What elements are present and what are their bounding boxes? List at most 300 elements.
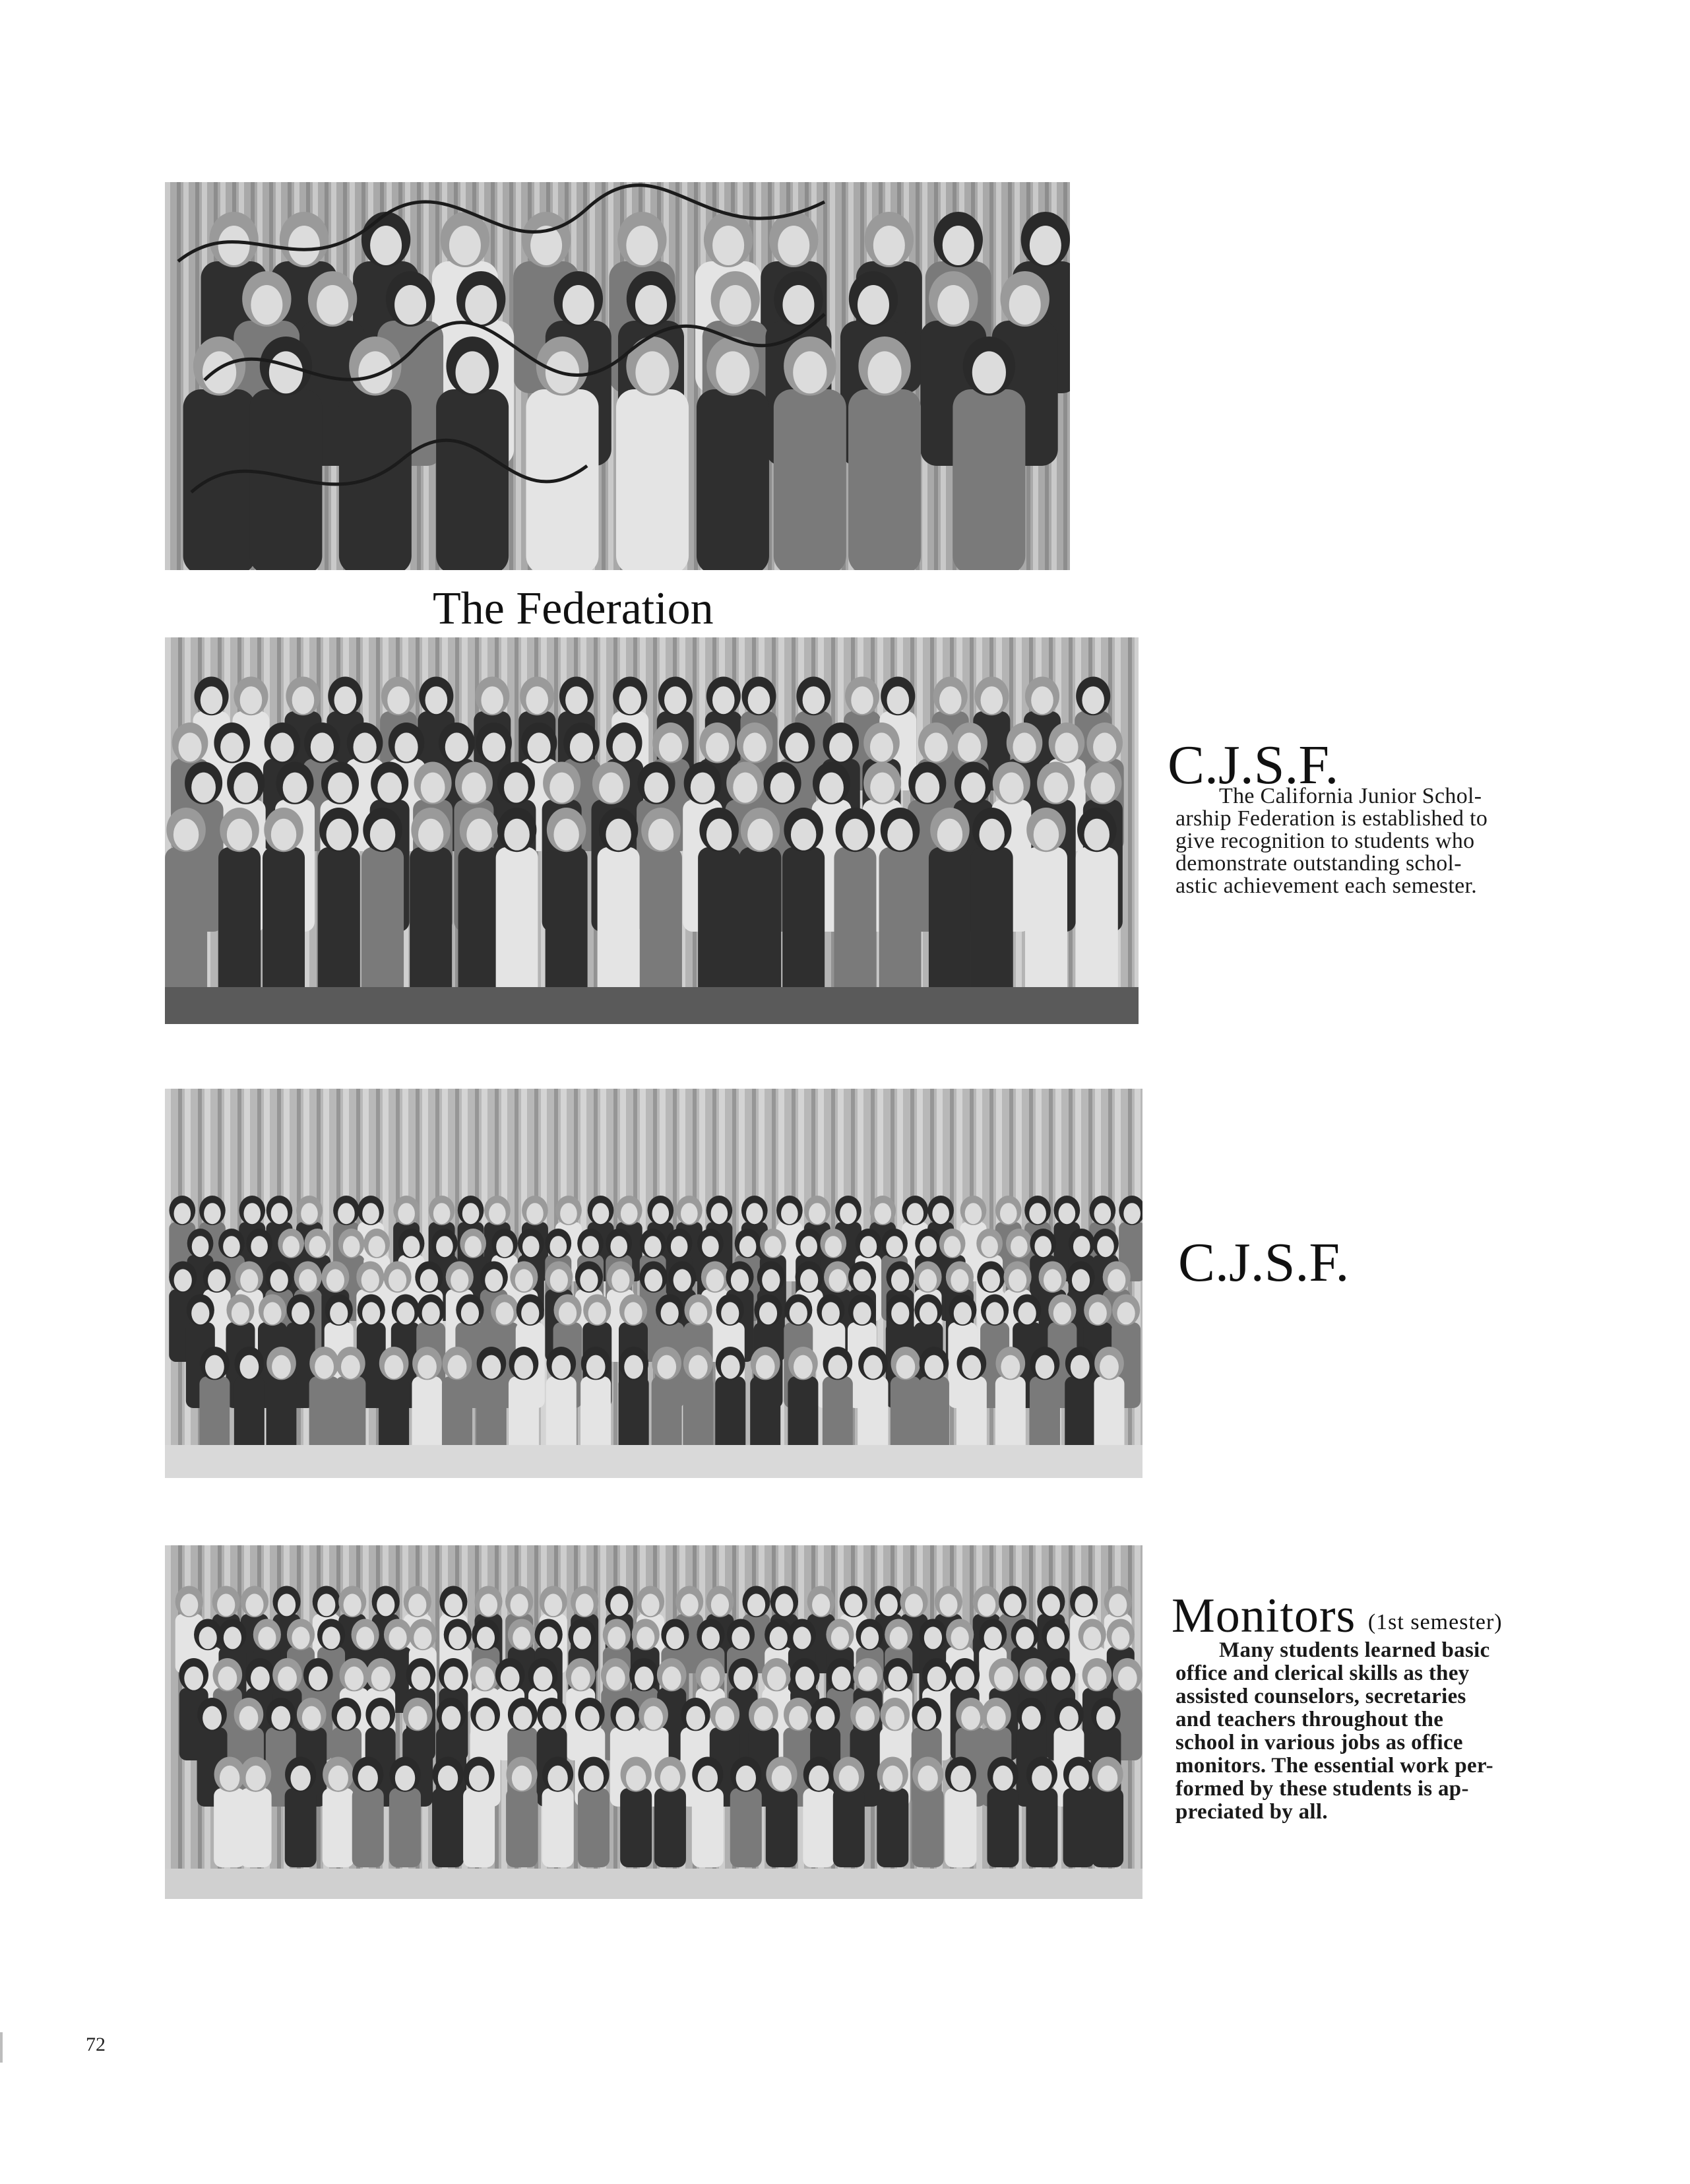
person-face (544, 1593, 562, 1616)
person-face (466, 819, 491, 851)
person-face (1096, 1706, 1115, 1730)
person-face (290, 1766, 310, 1791)
person-face (944, 1236, 961, 1257)
person-face (258, 1626, 276, 1649)
person-face (951, 1269, 968, 1291)
person-face (227, 819, 252, 851)
person-face (456, 351, 489, 393)
person-face (932, 1203, 949, 1224)
monitors-description-line: formed by these students is ap- (1175, 1777, 1469, 1801)
person-face (251, 1236, 268, 1257)
person-face (1082, 686, 1104, 714)
person-face (732, 1626, 749, 1649)
person-face (851, 686, 873, 714)
person-face (438, 1766, 458, 1791)
person-face (322, 1626, 340, 1649)
person-face (1117, 1302, 1135, 1324)
person-figure (442, 1376, 472, 1456)
person-face (832, 1667, 851, 1690)
person-face (408, 1593, 426, 1616)
person-face (972, 351, 1006, 393)
person-face (863, 1355, 883, 1379)
person-face (528, 732, 551, 761)
person-face (370, 226, 402, 265)
person-face (582, 1236, 599, 1257)
person-face (794, 1355, 813, 1379)
person-face (223, 1236, 240, 1257)
person-face (689, 1355, 708, 1379)
person-face (174, 1203, 191, 1224)
person-face (829, 732, 852, 761)
person-face (831, 1626, 849, 1649)
person-face (1075, 1593, 1093, 1616)
person-face (461, 1302, 479, 1324)
person-face (343, 1236, 360, 1257)
person-figure (1092, 1788, 1123, 1867)
person-face (515, 1269, 533, 1291)
person-face (731, 1269, 749, 1291)
person-face (511, 1593, 528, 1616)
person-face (664, 686, 687, 714)
person-figure (389, 1788, 421, 1867)
person-figure (578, 1788, 610, 1867)
person-figure (323, 1788, 354, 1867)
person-face (686, 1706, 705, 1730)
person-figure (730, 1788, 762, 1867)
person-face (937, 819, 962, 851)
person-figure (249, 389, 322, 570)
person-face (489, 1203, 506, 1224)
person-face (203, 351, 236, 393)
person-face (344, 1593, 361, 1616)
monitors-photo (165, 1545, 1142, 1899)
person-face (309, 1236, 326, 1257)
person-face (981, 1236, 998, 1257)
person-figure (432, 1788, 464, 1867)
person-face (661, 1302, 679, 1324)
cjsf-description-line: astic achievement each semester. (1175, 874, 1478, 898)
person-face (526, 686, 548, 714)
person-face (984, 1626, 1002, 1649)
person-figure (339, 389, 412, 570)
person-face (706, 1269, 724, 1291)
person-face (571, 1667, 590, 1690)
monitors-description-line: assisted counselors, secretaries (1175, 1685, 1466, 1708)
person-face (412, 1667, 431, 1690)
person-face (370, 819, 395, 851)
person-face (778, 226, 809, 265)
person-face (954, 1302, 972, 1324)
person-face (387, 686, 410, 714)
person-face (425, 686, 448, 714)
person-face (920, 1236, 937, 1257)
person-face (334, 686, 357, 714)
person-face (548, 1766, 567, 1791)
person-face (681, 1593, 699, 1616)
monitors-description-line: preciated by all. (1175, 1800, 1328, 1824)
person-face (1093, 732, 1116, 761)
person-figure (266, 1376, 297, 1456)
person-figure (476, 1376, 507, 1456)
person-face (925, 1355, 944, 1379)
cjsf-photo-2-image (165, 1089, 1142, 1478)
person-face (644, 1236, 662, 1257)
person-face (1042, 1593, 1060, 1616)
person-face (978, 1593, 995, 1616)
person-face (819, 773, 844, 803)
person-face (245, 1593, 263, 1616)
person-face (918, 1766, 937, 1791)
person-face (608, 1626, 625, 1649)
person-face (858, 1667, 877, 1690)
person-face (396, 1302, 414, 1324)
person-face (657, 1355, 676, 1379)
person-face (1111, 1626, 1129, 1649)
person-figure (542, 1788, 574, 1867)
person-face (890, 1626, 908, 1649)
person-face (853, 1269, 871, 1291)
person-face (1034, 1236, 1051, 1257)
person-face (1072, 1269, 1090, 1291)
person-face (839, 1766, 859, 1791)
person-face (464, 1236, 482, 1257)
person-face (495, 1302, 513, 1324)
person-face (1083, 1626, 1101, 1649)
monitors-description-line: office and clerical skills as they (1175, 1661, 1470, 1685)
person-face (1024, 1667, 1044, 1690)
person-face (951, 1766, 970, 1791)
person-face (937, 285, 969, 325)
person-face (362, 1302, 380, 1324)
person-face (906, 1203, 923, 1224)
person-face (939, 1593, 957, 1616)
person-face (271, 1706, 290, 1730)
person-face (565, 686, 588, 714)
person-face (1055, 732, 1078, 761)
monitors-title-main: Monitors (1172, 1589, 1356, 1643)
person-face (271, 819, 296, 851)
person-face (920, 1302, 937, 1324)
person-face (637, 1626, 654, 1649)
monitors-title-suffix: (1st semester) (1367, 1610, 1503, 1634)
person-face (1030, 226, 1061, 265)
person-face (621, 1203, 638, 1224)
person-face (389, 1626, 406, 1649)
person-figure (995, 1376, 1026, 1456)
person-face (270, 732, 294, 761)
person-figure (833, 1788, 865, 1867)
person-face (861, 1626, 879, 1649)
person-face (939, 686, 962, 714)
person-face (239, 1706, 259, 1730)
person-face (610, 1593, 628, 1616)
person-face (394, 732, 418, 761)
person-face (706, 732, 729, 761)
person-face (800, 1269, 818, 1291)
person-face (765, 1236, 782, 1257)
person-face (526, 1203, 544, 1224)
monitors-description-line: monitors. The essential work per- (1175, 1754, 1493, 1778)
person-figure (877, 1788, 908, 1867)
monitors-description-line: school in various jobs as office (1175, 1731, 1463, 1754)
person-face (240, 686, 263, 714)
person-face (301, 1203, 318, 1224)
person-figure (766, 1788, 798, 1867)
person-face (644, 1269, 662, 1291)
person-face (870, 773, 894, 803)
person-face (961, 1706, 980, 1730)
person-face (886, 1236, 903, 1257)
person-face (716, 351, 749, 393)
person-face (775, 1593, 793, 1616)
person-face (624, 1302, 642, 1324)
person-face (540, 1626, 557, 1649)
person-face (793, 1626, 811, 1649)
person-face (1031, 686, 1053, 714)
person-face (476, 1706, 495, 1730)
person-face (327, 1269, 344, 1291)
person-face (803, 686, 825, 714)
person-figure (858, 1376, 888, 1456)
person-face (1069, 1766, 1088, 1791)
person-face (418, 1355, 437, 1379)
person-face (917, 1706, 936, 1730)
person-face (462, 1203, 480, 1224)
person-face (269, 351, 303, 393)
person-face (191, 773, 216, 803)
person-face (584, 1766, 604, 1791)
person-face (385, 1355, 404, 1379)
person-face (747, 1593, 765, 1616)
person-face (282, 1236, 299, 1257)
person-face (825, 1236, 842, 1257)
person-face (496, 1236, 513, 1257)
person-face (288, 226, 320, 265)
person-face (243, 1203, 261, 1224)
person-face (328, 773, 352, 803)
person-face (199, 1626, 217, 1649)
person-face (208, 1269, 226, 1291)
person-face (504, 819, 529, 851)
person-face (218, 226, 250, 265)
person-face (451, 1269, 468, 1291)
monitors-title (1172, 1589, 1503, 1643)
person-face (448, 1355, 467, 1379)
person-face (873, 226, 905, 265)
person-face (606, 819, 631, 851)
person-face (217, 1593, 235, 1616)
person-face (481, 686, 503, 714)
person-face (418, 819, 443, 851)
person-face (560, 1203, 577, 1224)
person-face (480, 1593, 497, 1616)
person-figure (823, 1376, 853, 1456)
person-face (465, 285, 497, 325)
person-face (809, 1766, 829, 1791)
person-face (1001, 1355, 1020, 1379)
person-face (482, 1355, 501, 1379)
person-face (896, 1355, 915, 1379)
person-face (958, 732, 981, 761)
person-figure (919, 1376, 949, 1456)
person-face (689, 1302, 707, 1324)
person-face (245, 1766, 265, 1791)
person-face (513, 1706, 532, 1730)
person-face (283, 773, 307, 803)
person-face (712, 686, 735, 714)
person-face (292, 1626, 309, 1649)
person-face (1032, 1766, 1051, 1791)
person-face (1123, 1203, 1141, 1224)
person-face (549, 773, 574, 803)
person-face (853, 1302, 871, 1324)
person-face (599, 773, 623, 803)
person-face (702, 1236, 719, 1257)
person-face (338, 1203, 355, 1224)
person-face (573, 1626, 591, 1649)
person-face (377, 1593, 394, 1616)
person-face (671, 1236, 688, 1257)
person-face (860, 1236, 877, 1257)
person-face (1084, 819, 1110, 851)
person-face (681, 1203, 698, 1224)
person-face (1089, 1302, 1107, 1324)
person-face (317, 285, 348, 325)
person-face (955, 1667, 974, 1690)
person-face (1009, 285, 1041, 325)
person-face (449, 1626, 466, 1649)
person-face (205, 1355, 224, 1379)
person-face (711, 1203, 728, 1224)
person-face (442, 1706, 461, 1730)
person-face (501, 1667, 520, 1690)
person-face (329, 1766, 348, 1791)
person-face (979, 819, 1004, 851)
person-figure (234, 1376, 265, 1456)
person-figure (199, 1376, 230, 1456)
person-face (840, 1203, 857, 1224)
person-face (462, 773, 486, 803)
person-face (809, 1203, 826, 1224)
person-face (330, 1302, 348, 1324)
person-face (1029, 1203, 1046, 1224)
person-face (476, 1667, 495, 1690)
person-figure (183, 389, 256, 570)
page-number: 72 (86, 2034, 106, 2055)
person-face (395, 1766, 415, 1791)
person-face (550, 1269, 568, 1291)
person-face (398, 1203, 415, 1224)
person-face (1013, 732, 1036, 761)
person-face (173, 819, 199, 851)
person-figure (412, 1376, 442, 1456)
person-face (512, 1766, 532, 1791)
person-face (433, 1203, 451, 1224)
person-face (822, 1302, 840, 1324)
person-face (739, 1236, 757, 1257)
person-face (389, 1269, 406, 1291)
person-face (361, 1269, 379, 1291)
cjsf-title-2: C.J.S.F. (1178, 1232, 1350, 1293)
person-figure (1026, 1788, 1057, 1867)
person-figure (987, 1788, 1018, 1867)
person-figure (620, 1788, 652, 1867)
person-face (619, 686, 641, 714)
person-face (292, 1302, 309, 1324)
person-face (1016, 1626, 1034, 1649)
person-face (356, 1626, 374, 1649)
person-face (1009, 1269, 1026, 1291)
person-face (610, 1236, 627, 1257)
person-face (220, 732, 243, 761)
person-figure (619, 1376, 649, 1456)
person-face (635, 285, 667, 325)
person-face (770, 1626, 788, 1649)
person-figure (803, 1788, 834, 1867)
person-face (626, 1766, 646, 1791)
person-face (449, 226, 481, 265)
cjsf-photo-1-image (165, 637, 1139, 1024)
person-face (444, 1667, 463, 1690)
person-face (192, 1236, 209, 1257)
person-face (1109, 1593, 1127, 1616)
person-face (748, 686, 770, 714)
person-face (915, 773, 939, 803)
person-face (580, 1269, 598, 1291)
person-face (1059, 1203, 1076, 1224)
person-face (317, 1593, 335, 1616)
person-figure (436, 389, 509, 570)
person-face (986, 1302, 1003, 1324)
cjsf-photo-2 (165, 1089, 1142, 1478)
person-figure (379, 1376, 409, 1456)
person-face (436, 1236, 453, 1257)
person-face (403, 1236, 420, 1257)
person-face (662, 1667, 681, 1690)
person-face (1100, 1355, 1119, 1379)
person-face (251, 1667, 270, 1690)
person-face (1047, 1626, 1065, 1649)
person-face (371, 1667, 391, 1690)
person-face (659, 732, 682, 761)
person-face (782, 285, 814, 325)
person-face (201, 686, 223, 714)
person-face (534, 1667, 553, 1690)
person-face (271, 1203, 288, 1224)
person-figure (335, 1376, 365, 1456)
person-face (551, 1355, 571, 1379)
person-face (224, 1626, 241, 1649)
person-face (309, 1667, 328, 1690)
person-figure (912, 1788, 944, 1867)
person-face (648, 819, 673, 851)
person-face (414, 1626, 431, 1649)
person-face (1036, 1355, 1055, 1379)
person-face (542, 1706, 561, 1730)
person-face (1097, 1236, 1114, 1257)
person-face (278, 1667, 297, 1690)
person-face (504, 773, 528, 803)
person-face (999, 773, 1024, 803)
person-face (445, 1593, 462, 1616)
person-face (762, 1269, 780, 1291)
person-face (790, 1302, 807, 1324)
page-edge-mark (0, 2032, 3, 2063)
person-face (626, 226, 658, 265)
person-face (791, 819, 816, 851)
person-face (1098, 1766, 1117, 1791)
person-face (925, 732, 948, 761)
